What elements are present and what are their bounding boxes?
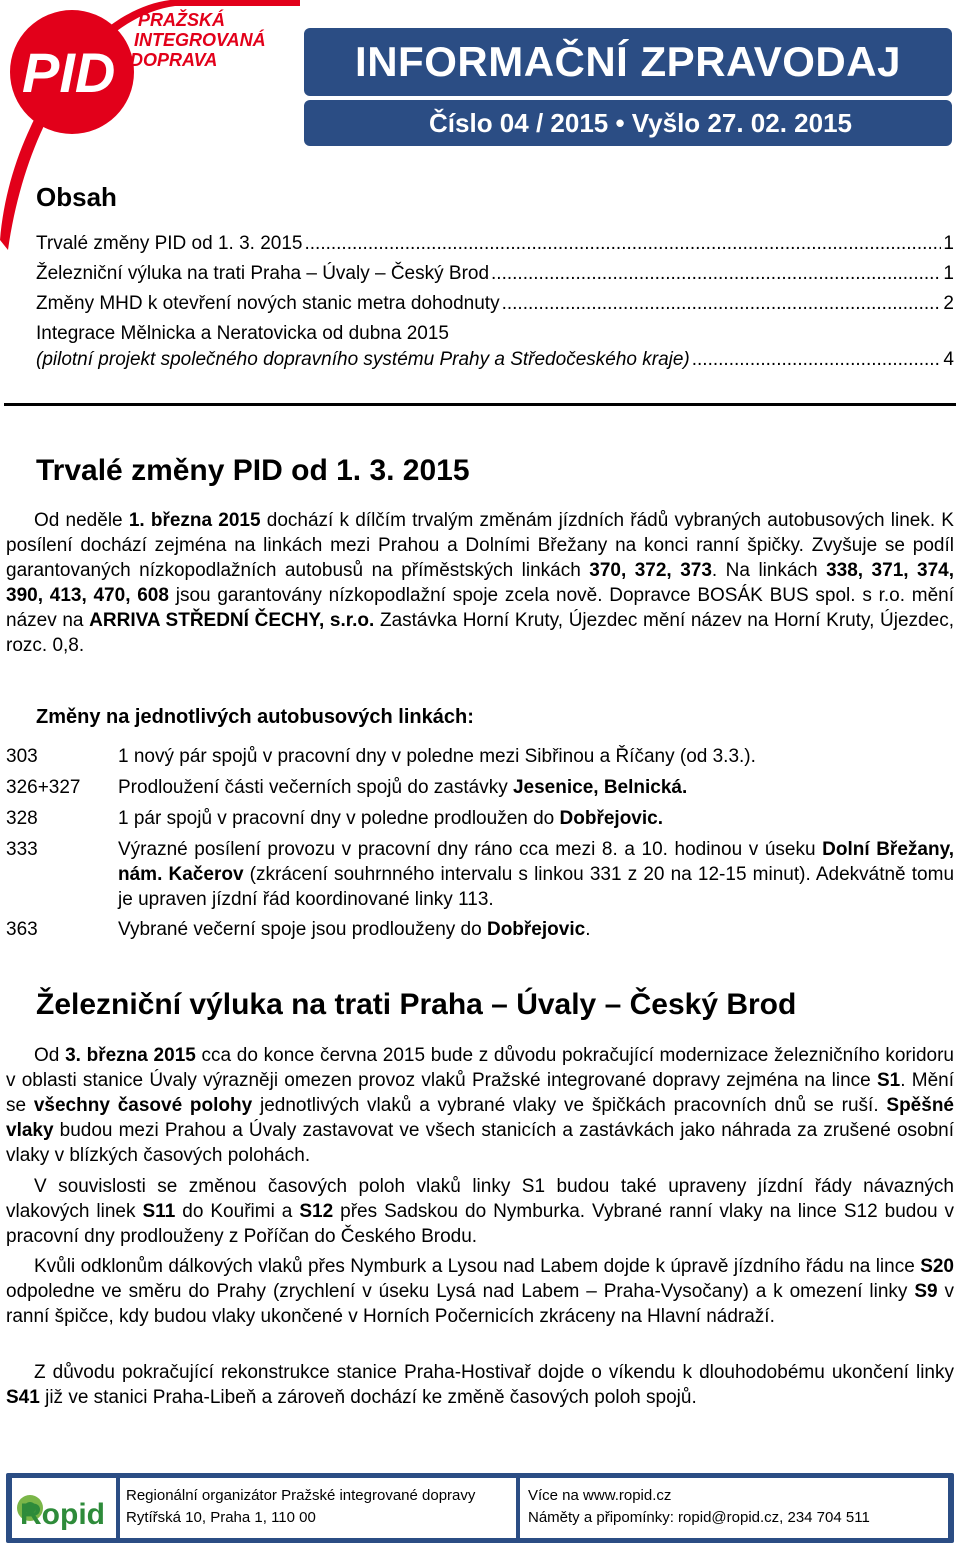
toc-item-title: Trvalé změny PID od 1. 3. 2015 xyxy=(36,233,303,254)
pid-logo-mark: PID xyxy=(22,41,116,104)
line-number: 328 xyxy=(6,808,38,829)
footer-contact-info[interactable]: Náměty a připomínky: ropid@ropid.cz, 234 704 511 xyxy=(528,1509,870,1526)
toc-item-first-line[interactable] xyxy=(36,322,954,346)
section-heading: Železniční výluka na trati Praha – Úvaly – Český Brod xyxy=(36,988,797,1021)
line-change-row xyxy=(6,837,954,912)
ropid-logo xyxy=(12,1478,116,1538)
section-paragraph: Od neděle 1. března 2015 dochází k dílčím trvalým změnám jízdních řádů vybraných autobusových linek. K posílení dochází zejména na linkách mezi Prahou a Dolními Břežany na konci ranní špičky. Zvyšuje se podíl garantovaných nízkopodlažních autobusů na příměstských linkách 370, 372, 373. Na linkách 338, 371, 374, 390, 413, 470, 608 jsou garantovány nízkopodlažní spoje zcela nově. Dopravce BOSÁK BUS spol. s r.o. mění název na ARRIVA STŘEDNÍ ČECHY, s.r.o. Zastávka Horní Kruty, Újezdec mění název na Horní Kruty, Újezdec, rozc. 0,8. xyxy=(6,510,955,656)
toc-item[interactable] xyxy=(36,232,954,256)
toc-heading: Obsah xyxy=(36,182,117,212)
section-paragraph: V souvislosti se změnou časových poloh vlaků linky S1 budou také upraveny jízdní řády návazných vlakových linek S11 do Kouřimi a S12 přes Sadskou do Nymburka. Vybrané ranní vlaky na lince S12 budou v pracovní dny prodlouženy z Poříčan do Českého Brodu. xyxy=(6,1176,954,1247)
toc-item[interactable] xyxy=(36,292,954,316)
section-paragraph: Od 3. března 2015 cca do konce června 2015 bude z důvodu pokračující modernizace železničního koridoru v oblasti stanice Úvaly výrazněji omezen provoz vlaků Pražské integrované dopravy zejména na lince S1. Mění se všechny časové polohy jednotlivých vlaků a vybrané vlaky ve špičkách pracovních dnů se ruší. Spěšné vlaky budou mezi Prahou a Úvaly zastavovat ve všech stanicích a zastávkách jako náhrada za zrušené osobní vlaky v blízkých časových polohách. xyxy=(6,1045,955,1166)
subheading: Změny na jednotlivých autobusových linkách: xyxy=(36,706,474,728)
footer-web-link[interactable]: Více na www.ropid.cz xyxy=(528,1487,672,1504)
toc-item-title: Integrace Mělnicka a Neratovicka od dubna 2015 xyxy=(36,323,449,344)
footer-contact xyxy=(520,1478,948,1538)
footer-organizer xyxy=(120,1478,516,1538)
line-description: Prodloužení části večerních spojů do zastávky Jesenice, Belnická. xyxy=(118,777,688,798)
line-number: 303 xyxy=(6,746,38,767)
line-description: Vybrané večerní spoje jsou prodlouženy do Dobřejovic. xyxy=(118,919,591,940)
footer-address: Rytířská 10, Praha 1, 110 00 xyxy=(126,1509,316,1526)
section-heading: Trvalé změny PID od 1. 3. 2015 xyxy=(36,454,470,487)
footer-org-name: Regionální organizátor Pražské integrované dopravy xyxy=(126,1487,476,1504)
toc-item[interactable] xyxy=(36,348,954,372)
line-change-row xyxy=(6,806,954,831)
line-description: 1 nový pár spojů v pracovní dny v poledne mezi Sibřinou a Říčany (od 3.3.). xyxy=(118,746,756,767)
line-number: 333 xyxy=(6,839,38,860)
section-paragraph: Z důvodu pokračující rekonstrukce stanice Praha-Hostivař dojde o víkendu k dlouhodobému ukončení linky S41 již ve stanici Praha-Libeň a zároveň dochází ke změně časových poloh spojů. xyxy=(6,1362,954,1408)
line-description: 1 pár spojů v pracovní dny v poledne prodloužen do Dobřejovic. xyxy=(118,808,664,829)
toc-item[interactable] xyxy=(36,262,954,286)
toc-item-title: Změny MHD k otevření nových stanic metra dohodnuty xyxy=(36,293,500,314)
toc-item-page: 4 xyxy=(943,349,954,370)
line-change-row xyxy=(6,744,954,769)
toc-item-page: 2 xyxy=(943,293,954,314)
ropid-logo-graphic xyxy=(12,1478,116,1538)
line-number: 363 xyxy=(6,919,38,940)
svg-text:DOPRAVA: DOPRAVA xyxy=(130,50,218,70)
svg-text:PRAŽSKÁ: PRAŽSKÁ xyxy=(138,10,226,30)
section-paragraph: Kvůli odklonům dálkových vlaků přes Nymburk a Lysou nad Labem dojde k úpravě jízdního řádu na lince S20 odpoledne ve směru do Prahy (zrychlení v úseku Lysá nad Labem – Praha-Vysočany) a k omezení linky S9 v ranní špičce, kdy budou vlaky ukončené v Horních Počernicích zkráceny na Hlavní nádraží. xyxy=(6,1256,954,1327)
issue-info xyxy=(304,100,952,146)
toc-item-subtitle: (pilotní projekt společného dopravního systému Prahy a Středočeského kraje) xyxy=(36,349,690,370)
ropid-logo-text: Ropid xyxy=(20,1498,105,1531)
line-change-row xyxy=(6,917,954,942)
newsletter-title: INFORMAČNÍ ZPRAVODAJ xyxy=(304,28,952,96)
line-change-row xyxy=(6,775,954,800)
svg-text:INTEGROVANÁ: INTEGROVANÁ xyxy=(134,30,266,50)
toc-item-title: Železniční výluka na trati Praha – Úvaly – Český Brod xyxy=(36,263,490,284)
toc-item-page: 1 xyxy=(943,233,954,254)
line-number: 326+327 xyxy=(6,777,81,798)
line-description: Výrazné posílení provozu v pracovní dny ráno cca mezi 8. a 10. hodinou v úseku Dolní Břežany, nám. Kačerov (zkrácení souhrnného intervalu s linkou 331 z 20 na 12-15 minut). Adekvátně tomu je upraven jízdní řád koordinované linky 113. xyxy=(118,839,955,910)
toc-item-page: 1 xyxy=(943,263,954,284)
issue-text: Číslo 04 / 2015 • Vyšlo 27. 02. 2015 xyxy=(429,107,852,138)
toc-divider xyxy=(4,403,956,406)
